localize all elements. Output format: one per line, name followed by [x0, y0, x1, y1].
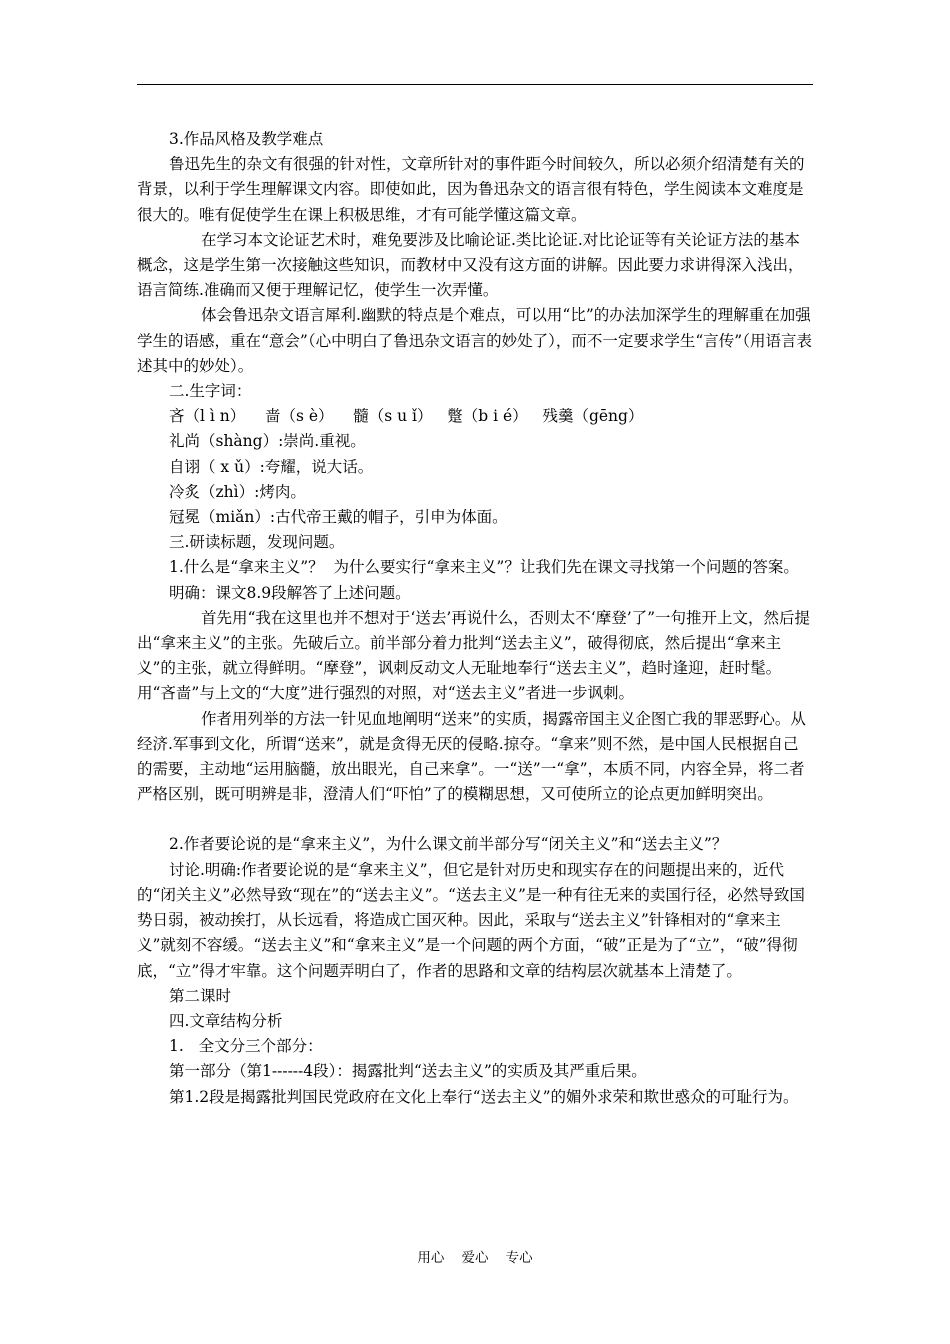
section-heading: 第二课时 — [169, 986, 232, 1005]
blank-line — [137, 807, 813, 832]
section-heading: 四.文章结构分析 — [169, 1011, 283, 1030]
paragraph: 首先用“我在这里也并不想对于‘送去’再说什么，否则太不‘摩登’了”一句推开上文，然后提出“拿来主义”的主张。先破后立。前半部分着力批判“送去主义”，破得彻底，然后提出“拿来主义”的主张，就立得鲜明。“摩登”，讽刺反动文人无耻地奉行“送去主义”，趋时逢迎，赶时髦。用“吝啬”与上文的“大度”进行强烈的对照，对“送去主义”者进一步讽刺。 — [137, 608, 811, 703]
section-heading: 二.生字词： — [169, 382, 252, 401]
paragraph: 3.作品风格及教学难点 — [169, 130, 324, 148]
paragraph: 鲁迅先生的杂文有很强的针对性，文章所针对的事件距今时间较久，所以必须介绍清楚有关的背景，以利于学生理解课文内容。即使如此，因为鲁迅杂文的语言很有特色，学生阅读本文难度是很大的。唯有促使学生在课上积极思维，才有可能学懂这篇文章。 — [137, 155, 805, 224]
paragraph: 明确：课文8.9段解答了上述问题。 — [169, 583, 411, 602]
vocab-line: 冷炙（zhì）:烤肉。 — [169, 482, 306, 501]
vocab-line: 吝（l ì n） 啬（s è） 髓（s u ǐ） 蹩（b i é） 残羹（gēng） — [169, 407, 644, 426]
vocab-line: 自诩（ x ǔ）:夸耀，说大话。 — [169, 457, 374, 476]
paragraph: 2.作者要论说的是“拿来主义”，为什么课文前半部分写“闭关主义”和“送去主义”？ — [169, 835, 728, 854]
paragraph: 第一部分（第1------4段）：揭露批判“送去主义”的实质及其严重后果。 — [169, 1062, 647, 1081]
paragraph: 讨论.明确:作者要论说的是“拿来主义”，但它是针对历史和现实存在的问题提出来的，近代的“闭关主义”必然导致“现在”的“送去主义”。“送去主义”是一种有往无来的卖国行径，必然导致国势日弱，被动挨打，从长远看，将造成亡国灭种。因此，采取与“送去主义”针锋相对的“拿来主义”就刻不容缓。“送去主义”和“拿来主义”是一个问题的两个方面，“破”正是为了“立”，“破”得彻底，“立”得才牢靠。这个问题弄明白了，作者的思路和文章的结构层次就基本上清楚了。 — [137, 860, 805, 980]
paragraph: 第1.2段是揭露批判国民党政府在文化上奉行“送去主义”的媚外求荣和欺世惑众的可耻行为。 — [169, 1087, 799, 1106]
vocab-line: 冠冕（miǎn）:古代帝王戴的帽子，引申为体面。 — [169, 508, 508, 527]
paragraph: 在学习本文论证艺术时，难免要涉及比喻论证.类比论证.对比论证等有关论证方法的基本概念，这是学生第一次接触这些知识，而教材中又没有这方面的讲解。因此要力求讲得深入浅出，语言简练.准确而又便于理解记忆，使学生一次弄懂。 — [137, 230, 804, 300]
page-footer: 用心 爱心 专心 — [417, 1250, 533, 1266]
document-body — [137, 127, 813, 1110]
header-rule — [137, 84, 813, 85]
paragraph: 作者用列举的方法一针见血地阐明“送来”的实质，揭露帝国主义企图亡我的罪恶野心。从经济.军事到文化，所谓“送来”，就是贪得无厌的侵略.掠夺。“拿来”则不然，是中国人民根据自己的需要，主动地“运用脑髓，放出眼光，自己来拿”。一“送”一“拿”，本质不同，内容全异，将二者严格区别，既可明辨是非，澄清人们“吓怕”了的模糊思想，又可使所立的论点更加鲜明突出。 — [137, 709, 806, 804]
vocab-line: 礼尚（shàng）:崇尚.重视。 — [169, 432, 366, 451]
paragraph: 1. 全文分三个部分： — [169, 1037, 323, 1056]
paragraph: 1.什么是“拿来主义”？ 为什么要实行“拿来主义”？让我们先在课文寻找第一个问题的答案。 — [169, 558, 799, 577]
paragraph: 体会鲁迅杂文语言犀利.幽默的特点是个难点，可以用“比”的办法加深学生的理解重在加强学生的语感，重在“意会”（心中明白了鲁迅杂文语言的妙处了），而不一定要求学生“言传”（用语言表述其中的妙处）。 — [137, 306, 812, 375]
section-heading: 三.研读标题，发现问题。 — [169, 533, 345, 552]
